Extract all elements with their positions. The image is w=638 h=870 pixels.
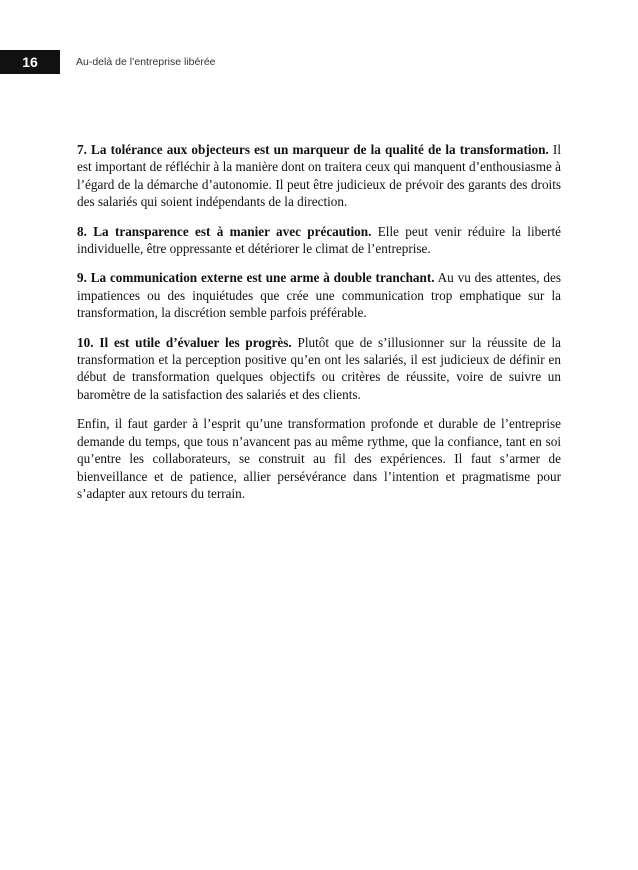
body-text <box>77 141 561 514</box>
point-7-heading: 7. La tolérance aux objecteurs est un marqueur de la qualité de la transformation. <box>77 142 549 157</box>
page-number: 16 <box>0 50 60 74</box>
paragraph-point-10 <box>77 334 561 404</box>
paragraph-point-7 <box>77 141 561 211</box>
point-7-text: Il est important de réfléchir à la manière dont on traitera ceux qui manquent d’enthousiasme à l’égard de la démarche d’autonomie. Il peut être judicieux de prévoir des garants des droits des salariés qui soient indépendants de la direction. <box>77 142 561 210</box>
point-9-text: Au vu des attentes, des impatiences ou des inquiétudes que crée une communication trop emphatique sur la transformation, la discrétion semble parfois préférable. <box>77 270 562 321</box>
point-10-text: Plutôt que de s’illusionner sur la réussite de la transformation et la perception positive qu’en ont les salariés, il est judicieux de définir en début de transformation quelques objectifs ou critères de réussite, voire de suivre un baromètre de la satisfaction des salariés et des clients. <box>77 334 561 402</box>
point-9-heading: 9. La communication externe est une arme à double tranchant. <box>77 270 435 286</box>
point-10-heading: 10. Il est utile d’évaluer les progrès. <box>77 334 292 350</box>
paragraph-point-9 <box>77 269 561 321</box>
point-8-text: Elle peut venir réduire la liberté individuelle, être oppressante et détériorer le climat de l’entreprise. <box>77 223 561 257</box>
point-8-heading: 8. La transparence est à manier avec précaution. <box>77 223 372 239</box>
conclusion-text: Enfin, il faut garder à l’esprit qu’une transformation profonde et durable de l’entreprise demande du temps, que tous n’avancent pas au même rythme, que la confiance, tant en soi qu’entre les collaborateurs, se construit au fil des expériences. Il faut s’armer de bienveillance et de patience, allier persévérance dans l’intention et pragmatisme pour s’adapter aux retours du terrain. <box>77 416 561 501</box>
paragraph-conclusion <box>77 415 561 502</box>
paragraph-point-8 <box>77 223 561 258</box>
running-header-title: Au-delà de l’entreprise libérée <box>76 56 216 68</box>
